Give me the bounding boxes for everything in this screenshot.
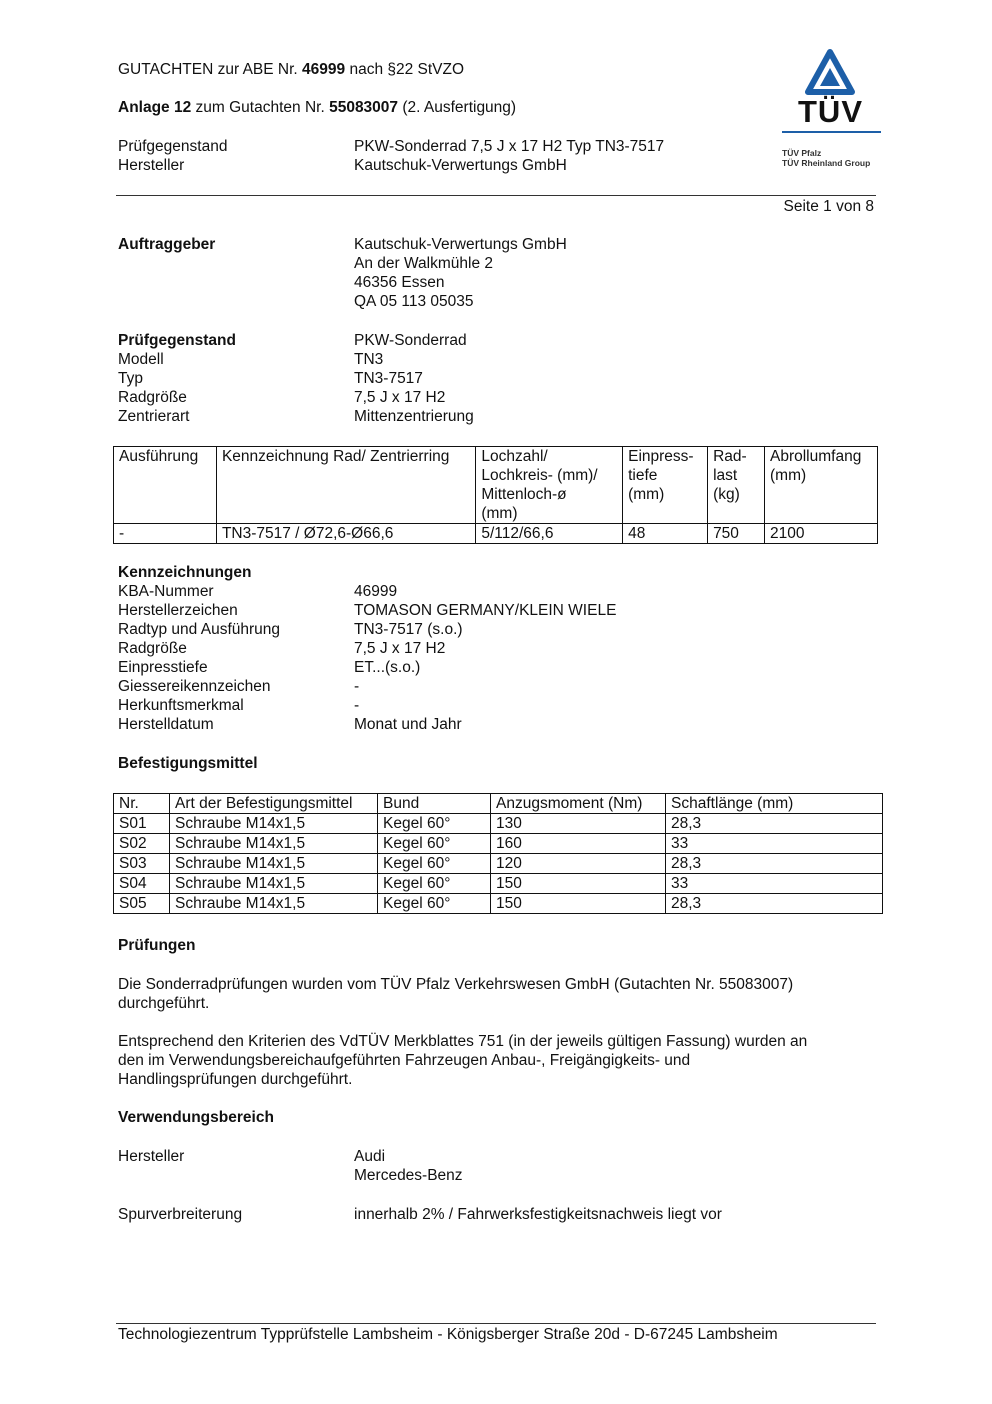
table-cell: 33	[666, 874, 883, 894]
header-cell: Schaftlänge (mm)	[666, 794, 883, 814]
table-row	[114, 874, 883, 894]
table-row	[114, 834, 883, 854]
client-line-1: Kautschuk-Verwertungs GmbH	[354, 236, 567, 253]
tests-paragraph-2-line-2: den im Verwendungsbereichaufgeführten Fahrzeugen Anbau-, Freigängigkeits- und	[118, 1052, 691, 1069]
marking-value: TOMASON GERMANY/KLEIN WIELE	[354, 602, 617, 619]
marking-label: Herstellerzeichen	[118, 602, 238, 619]
table-cell: 130	[491, 814, 666, 834]
header-cell: Einpress- tiefe (mm)	[623, 447, 708, 524]
scope-manufacturer-1: Audi	[354, 1148, 386, 1165]
fasteners-table	[113, 793, 883, 914]
marking-label: Herstelldatum	[118, 716, 214, 733]
table-cell: -	[114, 524, 217, 544]
scope-manufacturer-2: Mercedes-Benz	[354, 1167, 463, 1184]
client-label: Auftraggeber	[118, 236, 216, 253]
header-label-subject: Prüfgegenstand	[118, 138, 228, 155]
table-cell: S05	[114, 894, 170, 914]
marking-value: TN3-7517 (s.o.)	[354, 621, 463, 638]
table-row	[114, 814, 883, 834]
table-cell: Kegel 60°	[378, 874, 491, 894]
header-cell: Art der Befestigungsmittel	[170, 794, 378, 814]
table-cell: Schraube M14x1,5	[170, 814, 378, 834]
table-cell: 750	[708, 524, 765, 544]
logo-line1: TÜV Pfalz	[782, 148, 822, 158]
table-cell: S02	[114, 834, 170, 854]
annex-line: Anlage 12 zum Gutachten Nr. 55083007 (2. Ausfertigung)	[118, 99, 517, 116]
table-cell: Schraube M14x1,5	[170, 874, 378, 894]
table-row	[114, 854, 883, 874]
table-cell: S03	[114, 854, 170, 874]
table-cell: TN3-7517 / Ø72,6-Ø66,6	[216, 524, 475, 544]
client-line-3: 46356 Essen	[354, 274, 445, 291]
document-title: GUTACHTEN zur ABE Nr. 46999 nach §22 StVZO	[118, 61, 465, 78]
scope-manufacturer-label: Hersteller	[118, 1148, 185, 1165]
table-cell: 28,3	[666, 894, 883, 914]
track-widening-value: innerhalb 2% / Fahrwerksfestigkeitsnachweis liegt vor	[354, 1206, 722, 1223]
table-cell: 33	[666, 834, 883, 854]
client-line-2: An der Walkmühle 2	[354, 255, 493, 272]
marking-value: -	[354, 678, 360, 695]
tests-paragraph-2-line-1: Entsprechend den Kriterien des VdTÜV Merkblattes 751 (in der jeweils gültigen Fassung) wurden an	[118, 1033, 808, 1050]
header-cell: Ausführung	[114, 447, 217, 524]
header-cell: Abrollumfang (mm)	[765, 447, 878, 524]
tests-paragraph-2-line-3: Handlingsprüfungen durchgeführt.	[118, 1071, 353, 1088]
table-cell: 28,3	[666, 854, 883, 874]
size-label: Radgröße	[118, 389, 187, 406]
model-value: TN3	[354, 351, 384, 368]
marking-value: -	[354, 697, 360, 714]
table-cell: Kegel 60°	[378, 834, 491, 854]
table-row	[114, 524, 878, 544]
fasteners-title: Befestigungsmittel	[118, 755, 258, 772]
table-header-row	[114, 447, 878, 524]
table-cell: S01	[114, 814, 170, 834]
header-cell: Rad- last (kg)	[708, 447, 765, 524]
table-cell: 120	[491, 854, 666, 874]
header-cell: Bund	[378, 794, 491, 814]
table-row	[114, 894, 883, 914]
table-cell: 28,3	[666, 814, 883, 834]
markings-title: Kennzeichnungen	[118, 564, 252, 581]
marking-label: Herkunftsmerkmal	[118, 697, 244, 714]
table-cell: 150	[491, 894, 666, 914]
marking-label: Radtyp und Ausführung	[118, 621, 281, 638]
marking-value: 46999	[354, 583, 398, 600]
header-label-manufacturer: Hersteller	[118, 157, 185, 174]
marking-label: KBA-Nummer	[118, 583, 214, 600]
page-number: Seite 1 von 8	[783, 198, 874, 215]
tests-paragraph-1-line-2: durchgeführt.	[118, 995, 210, 1012]
header-value-manufacturer: Kautschuk-Verwertungs GmbH	[354, 157, 567, 174]
table-cell: 2100	[765, 524, 878, 544]
marking-label: Einpresstiefe	[118, 659, 208, 676]
subject-value: PKW-Sonderrad	[354, 332, 467, 349]
marking-label: Radgröße	[118, 640, 187, 657]
marking-label: Giessereikennzeichen	[118, 678, 271, 695]
table-cell: Kegel 60°	[378, 894, 491, 914]
header-divider	[116, 195, 876, 196]
tuev-logo	[760, 48, 920, 176]
centering-label: Zentrierart	[118, 408, 190, 425]
marking-value: 7,5 J x 17 H2	[354, 640, 446, 657]
model-label: Modell	[118, 351, 164, 368]
footer-address: Technologiezentrum Typprüfstelle Lambsheim - Königsberger Straße 20d - D-67245 Lambsheim	[118, 1326, 778, 1343]
tests-title: Prüfungen	[118, 937, 196, 954]
client-line-4: QA 05 113 05035	[354, 293, 474, 310]
header-value-subject: PKW-Sonderrad 7,5 J x 17 H2 Typ TN3-7517	[354, 138, 665, 155]
table-cell: 5/112/66,6	[476, 524, 623, 544]
scope-title: Verwendungsbereich	[118, 1109, 274, 1126]
table-cell: S04	[114, 874, 170, 894]
track-widening-label: Spurverbreiterung	[118, 1206, 243, 1223]
logo-line2: TÜV Rheinland Group	[782, 158, 871, 168]
tests-paragraph-1-line-1: Die Sonderradprüfungen wurden vom TÜV Pfalz Verkehrswesen GmbH (Gutachten Nr. 55083007)	[118, 976, 794, 993]
header-cell: Anzugsmoment (Nm)	[491, 794, 666, 814]
table-cell: 150	[491, 874, 666, 894]
table-cell: Kegel 60°	[378, 814, 491, 834]
wheel-spec-table	[113, 446, 878, 544]
size-value: 7,5 J x 17 H2	[354, 389, 446, 406]
centering-value: Mittenzentrierung	[354, 408, 474, 425]
table-cell: Schraube M14x1,5	[170, 854, 378, 874]
subject-label: Prüfgegenstand	[118, 332, 236, 349]
table-cell: 160	[491, 834, 666, 854]
table-cell: 48	[623, 524, 708, 544]
table-cell: Kegel 60°	[378, 854, 491, 874]
footer-divider	[116, 1323, 876, 1324]
type-value: TN3-7517	[354, 370, 423, 387]
table-cell: Schraube M14x1,5	[170, 834, 378, 854]
type-label: Typ	[118, 370, 143, 387]
header-cell: Nr.	[114, 794, 170, 814]
logo-text: TÜV	[798, 94, 863, 129]
marking-value: ET...(s.o.)	[354, 659, 421, 676]
header-cell: Kennzeichnung Rad/ Zentrierring	[216, 447, 475, 524]
table-header-row	[114, 794, 883, 814]
header-cell: Lochzahl/ Lochkreis- (mm)/ Mittenloch-ø (mm)	[476, 447, 623, 524]
table-cell: Schraube M14x1,5	[170, 894, 378, 914]
marking-value: Monat und Jahr	[354, 716, 462, 733]
